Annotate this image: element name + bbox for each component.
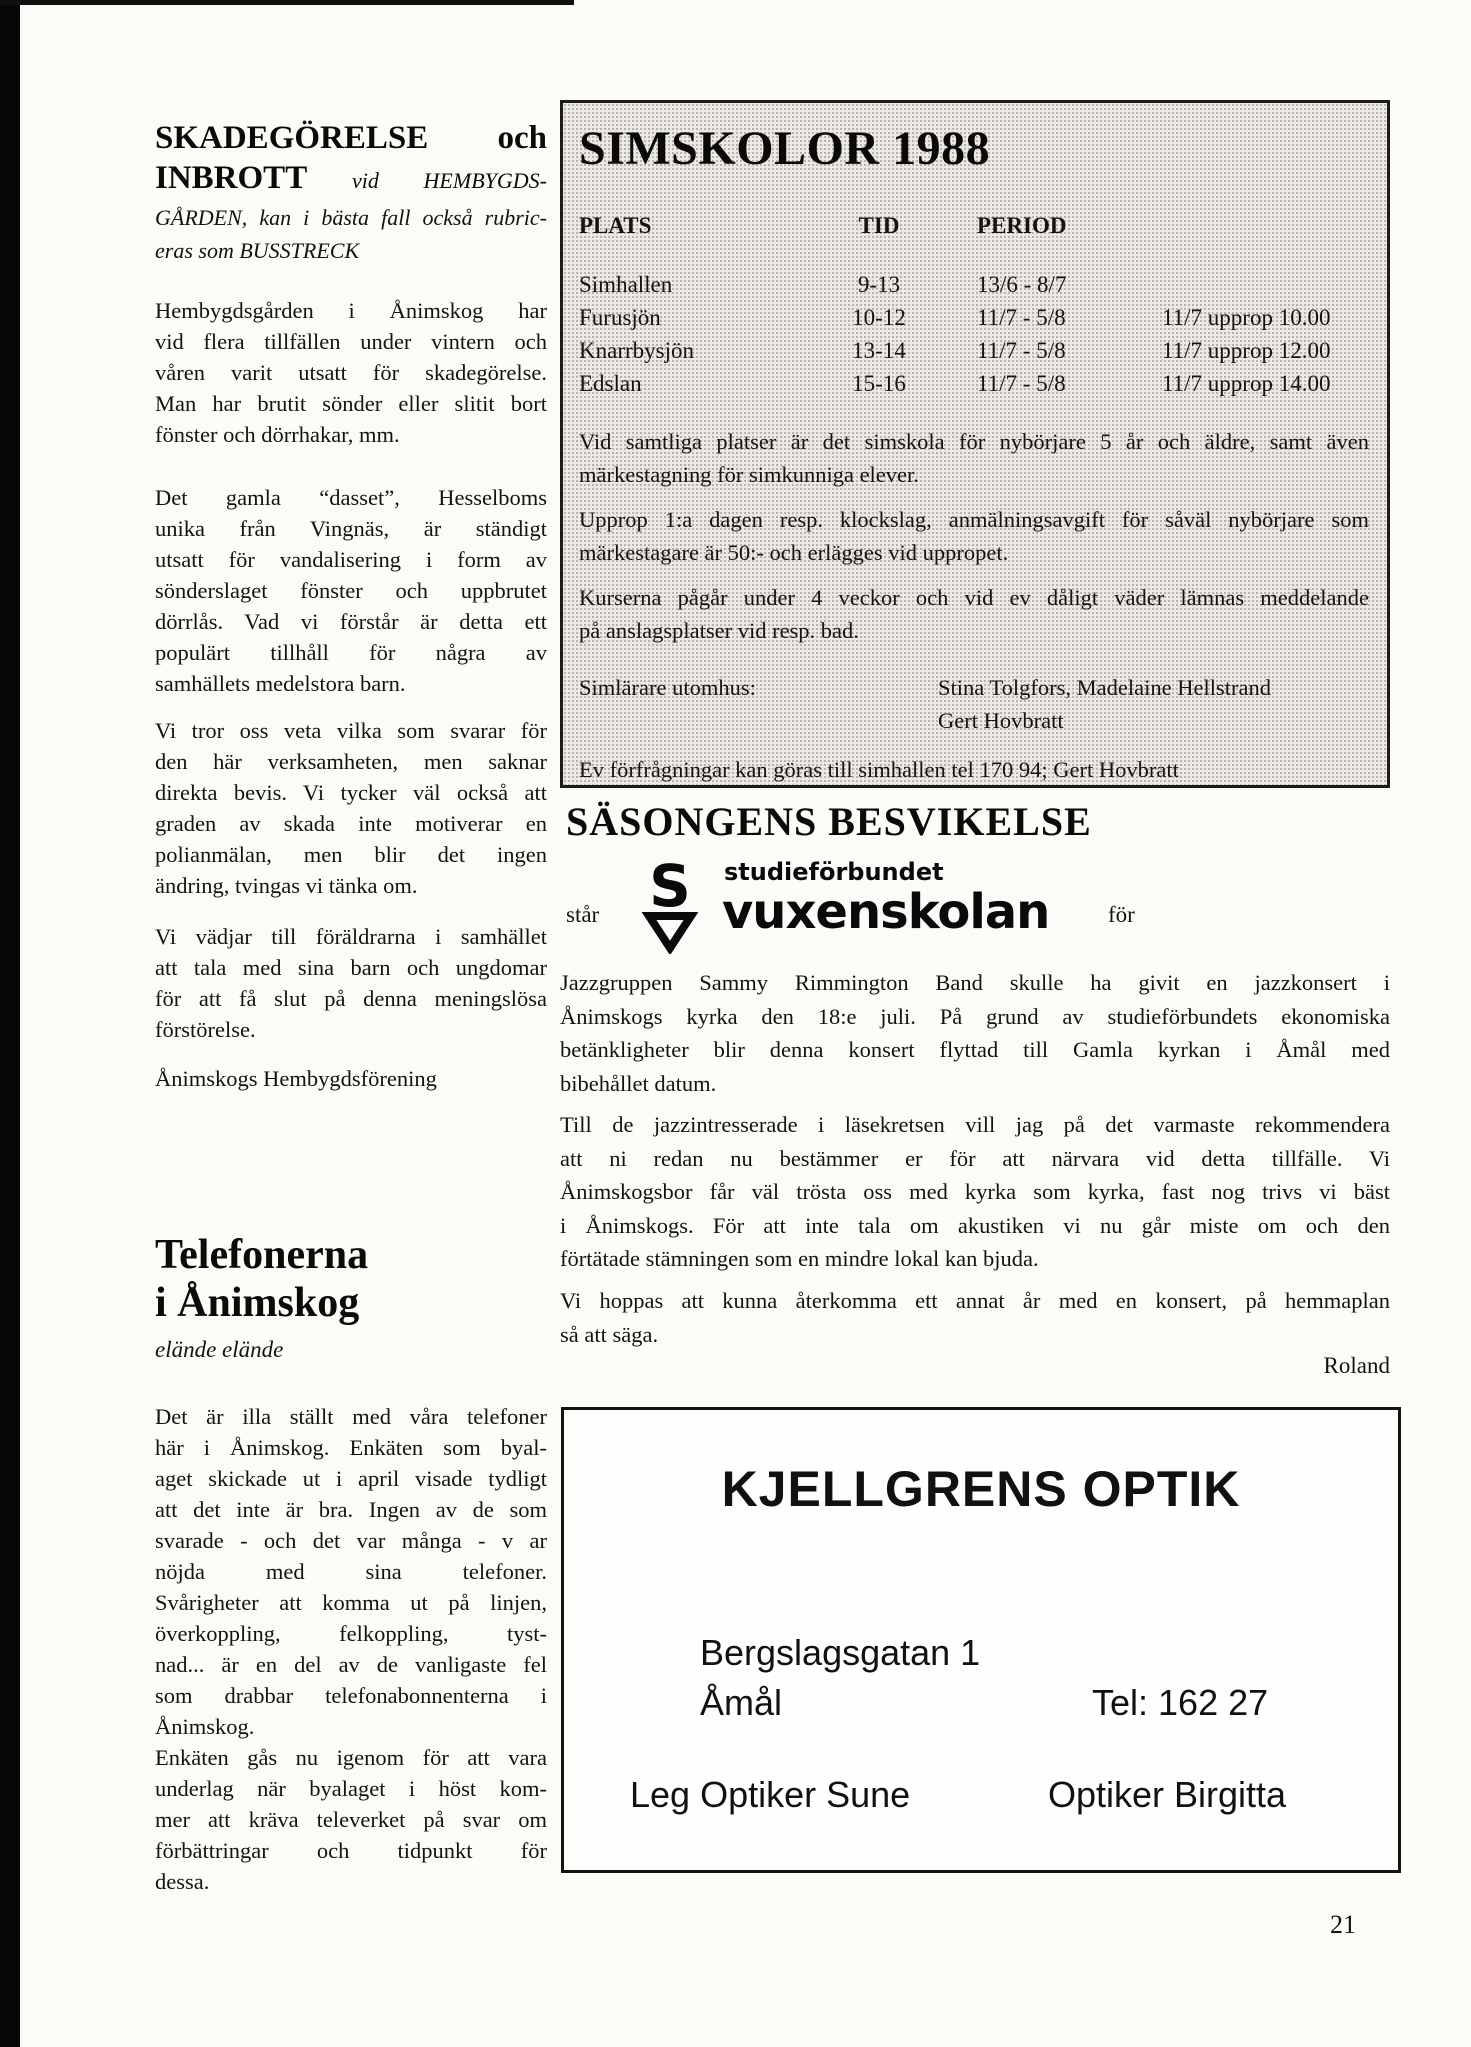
text-line: här i Ånimskog. Enkäten som byal-: [155, 1435, 547, 1460]
text-line: Ånimskog.: [155, 1714, 255, 1739]
text-line: dessa.: [155, 1869, 210, 1894]
table-cell: 11/7 upprop 12.00: [1162, 338, 1331, 363]
text-line: märkestagare är 50:- och erlägges vid uppropet.: [579, 540, 1009, 565]
text-line: vid flera tillfällen under vintern och: [155, 329, 547, 354]
ad-optician-left: Leg Optiker Sune: [630, 1774, 911, 1815]
simskolor-paragraph: [579, 581, 1369, 647]
text-line: Man har brutit sönder eller slitit bort: [155, 391, 547, 416]
text-line: mer att kräva televerket på svar om: [155, 1807, 547, 1832]
table-cell: 11/7 - 5/8: [977, 371, 1066, 396]
table-cell: 11/7 upprop 10.00: [1162, 305, 1331, 330]
text-line: Hembygdsgården i Ånimskog har: [155, 298, 547, 323]
ad-city: Åmål: [700, 1682, 783, 1723]
text-line: fönster och dörrhakar, mm.: [155, 422, 400, 447]
article1-title-word: och: [497, 120, 547, 156]
text-line: Enkäten gås nu igenom för att vara: [155, 1745, 547, 1770]
text-line: utsatt för vandalisering i form av: [155, 547, 547, 572]
text-line: populärt tillhåll för några av: [155, 640, 547, 665]
article2-title-line1: Telefonerna: [155, 1232, 369, 1278]
text-line: Ånimskogs kyrka den 18:e juli. På grund av studieförbundets ekonomiska: [560, 1003, 1390, 1029]
ad-street: Bergslagsgatan 1: [700, 1632, 981, 1673]
text-line: Kurserna pågår under 4 veckor och vid ev dåligt väder lämnas meddelande: [579, 585, 1369, 610]
season-word-right: för: [1108, 902, 1135, 927]
text-line: Vi tror oss veta vilka som svarar för: [155, 718, 547, 743]
text-line: Ånimskogsbor får väl trösta oss med kyrka som kyrka, fast nog trivs vi bäst: [560, 1179, 1390, 1204]
text-line: den här verksamheten, men saknar: [155, 749, 547, 774]
text-line: nöjda med sina telefoner.: [155, 1559, 547, 1584]
table-cell: Edslan: [579, 371, 642, 396]
table-cell: 9-13: [857, 272, 901, 297]
article1-title-word: SKADEGÖRELSE: [155, 120, 429, 156]
text-line: direkta bevis. Vi tycker väl också att: [155, 780, 547, 805]
article2-paragraph: [155, 1401, 547, 1742]
article2-subtitle: elände elände: [155, 1337, 284, 1362]
article1-paragraph: [155, 295, 547, 450]
text-line: Det är illa ställt med våra telefoner: [155, 1404, 547, 1429]
text-line: att det inte är bra. Ingen av de som: [155, 1497, 547, 1522]
column-header-period: PERIOD: [977, 213, 1067, 238]
ad-phone: Tel: 162 27: [1092, 1682, 1269, 1723]
ad-optician-right: Optiker Birgitta: [1048, 1774, 1287, 1815]
text-line: för att få slut på denna meningslösa: [155, 986, 547, 1011]
text-line: Vi hoppas att kunna återkomma ett annat år med en konsert, på hemmaplan: [560, 1288, 1390, 1313]
article1-title-line1: [155, 118, 547, 158]
text-line: förstörelse.: [155, 1017, 256, 1042]
text-line: Vid samtliga platser är det simskola för nybörjare 5 år och äldre, samt även: [579, 429, 1369, 454]
season-paragraph: [560, 1108, 1390, 1276]
article1-paragraph: [155, 715, 547, 901]
column-header-blank: [1144, 209, 1373, 242]
text-line: märkestagning för simkunniga elever.: [579, 462, 919, 487]
svg-text:S: S: [649, 856, 691, 920]
text-line: Svårigheter att komma ut på linjen,: [155, 1590, 547, 1615]
article1-title-word: HEMBYGDS-: [423, 168, 547, 193]
column-header-tid: TID: [858, 213, 900, 238]
text-line: som drabbar telefonabonnenterna i: [155, 1683, 547, 1708]
text-line: förtätade stämningen som en mindre lokal kan bjuda.: [560, 1246, 1039, 1271]
text-line: Jazzgruppen Sammy Rimmington Band skulle ha givit en jazzkonsert i: [560, 970, 1390, 995]
text-line: underlag när byalaget i höst kom-: [155, 1776, 547, 1801]
text-line: överkoppling, felkoppling, tyst-: [155, 1621, 547, 1646]
text-line: polianmälan, men blir det ingen: [155, 842, 547, 867]
text-line: så att säga.: [560, 1321, 659, 1347]
text-line: dörrlås. Vad vi förstår är detta ett: [155, 609, 547, 634]
simskolor-table: [579, 209, 1373, 400]
simskolor-teachers-row: [579, 671, 1369, 737]
simskolor-paragraph: [579, 425, 1369, 491]
article1-title-line4: eras som BUSSTRECK: [155, 238, 360, 263]
text-line: Det gamla “dasset”, Hesselboms: [155, 485, 547, 510]
table-cell: 10-12: [852, 305, 906, 330]
teacher-name: Gert Hovbratt: [938, 708, 1064, 733]
text-line: svarade - och det var många - v ar: [155, 1528, 547, 1553]
text-line: förbättringar och tidpunkt för: [155, 1838, 547, 1863]
text-line: våren varit utsatt för skadegörelse.: [155, 360, 547, 385]
article1-paragraph: [155, 921, 547, 1045]
text-line: graden av skada inte motiverar en: [155, 811, 547, 836]
season-paragraph: [560, 1284, 1390, 1351]
table-cell: 11/7 - 5/8: [977, 305, 1066, 330]
text-line: unika från Vingnäs, är ständigt: [155, 516, 547, 541]
article1-title-line2: [155, 158, 547, 201]
text-line: Upprop 1:a dagen resp. klockslag, anmälningsavgift för såväl nybörjare som: [579, 507, 1369, 532]
text-line: Till de jazzintresserade i läsekretsen vill jag på det varmaste rekommendera: [560, 1112, 1390, 1137]
table-cell: 11/7 upprop 14.00: [1162, 371, 1331, 396]
text-line: att ni redan nu bestämmer er för att närvara vid detta tillfälle. Vi: [560, 1145, 1390, 1171]
simskolor-notice-box: [560, 100, 1390, 788]
article2-title-line2: i Ånimskog: [155, 1280, 360, 1326]
text-line: betänkligheter blir denna konsert flyttad till Gamla kyrkan i Åmål med: [560, 1037, 1390, 1062]
table-cell: 15-16: [852, 371, 906, 396]
kjellgrens-optik-ad: [561, 1407, 1401, 1873]
logo-studieforbundet-text: studieförbundet: [724, 858, 944, 886]
article2-paragraph: [155, 1742, 547, 1897]
teachers-names: [938, 671, 1271, 737]
article1-title-word: vid: [351, 168, 379, 193]
table-cell: Simhallen: [579, 272, 673, 297]
left-column: [155, 118, 547, 1897]
teacher-name: Stina Tolgfors, Madelaine Hellstrand: [938, 675, 1271, 700]
table-cell: Furusjön: [579, 305, 661, 330]
table-cell: 11/7 - 5/8: [977, 338, 1066, 363]
text-line: i Ånimskogs. För att inte tala om akustiken vi nu går miste om och den: [560, 1212, 1390, 1238]
article2-title: [155, 1231, 547, 1327]
simskolor-title: SIMSKOLOR 1988: [579, 122, 991, 175]
season-word-left: står: [566, 902, 600, 927]
simskolor-paragraph: [579, 503, 1369, 569]
text-line: aget skickade ut i april visade tydligt: [155, 1466, 547, 1491]
text-line: nad... är en del av de vanligaste fel: [155, 1652, 547, 1677]
teachers-label: Simlärare utomhus:: [579, 675, 756, 700]
text-line: på anslagsplatser vid resp. bad.: [579, 618, 859, 643]
season-signature: Roland: [1323, 1353, 1390, 1378]
text-line: bibehållet datum.: [560, 1070, 717, 1096]
text-line: samhällets medelstora barn.: [155, 671, 406, 696]
ad-title: KJELLGRENS OPTIK: [721, 1461, 1241, 1517]
text-line: sönderslaget fönster och uppbrutet: [155, 578, 547, 603]
article1-title-word: INBROTT: [155, 160, 308, 196]
season-paragraph: [560, 966, 1390, 1100]
simskolor-footer: Ev förfrågningar kan göras till simhallen tel 170 94; Gert Hovbratt: [579, 757, 1179, 782]
article1-title-line3: GÅRDEN, kan i bästa fall också rubric-: [155, 205, 547, 230]
table-cell: 13/6 - 8/7: [977, 272, 1067, 297]
text-line: att tala med sina barn och ungdomar: [155, 955, 547, 980]
sv-logo-icon: [641, 856, 699, 954]
table-cell: [1144, 268, 1373, 301]
article1-paragraph: [155, 482, 547, 699]
article1-signature: Ånimskogs Hembygdsförening: [155, 1066, 437, 1091]
table-cell: Knarrbysjön: [579, 338, 694, 363]
logo-vuxenskolan-text: vuxenskolan: [722, 884, 1050, 940]
scan-edge-left: [0, 0, 20, 2047]
column-header-plats: PLATS: [579, 213, 652, 238]
text-line: ändring, tvingas vi tänka om.: [155, 873, 418, 898]
season-title: SÄSONGENS BESVIKELSE: [566, 799, 1092, 844]
scan-edge-top: [0, 0, 574, 5]
page-number: 21: [1330, 1910, 1356, 1939]
table-cell: 13-14: [852, 338, 906, 363]
text-line: Vi vädjar till föräldrarna i samhället: [155, 924, 547, 949]
